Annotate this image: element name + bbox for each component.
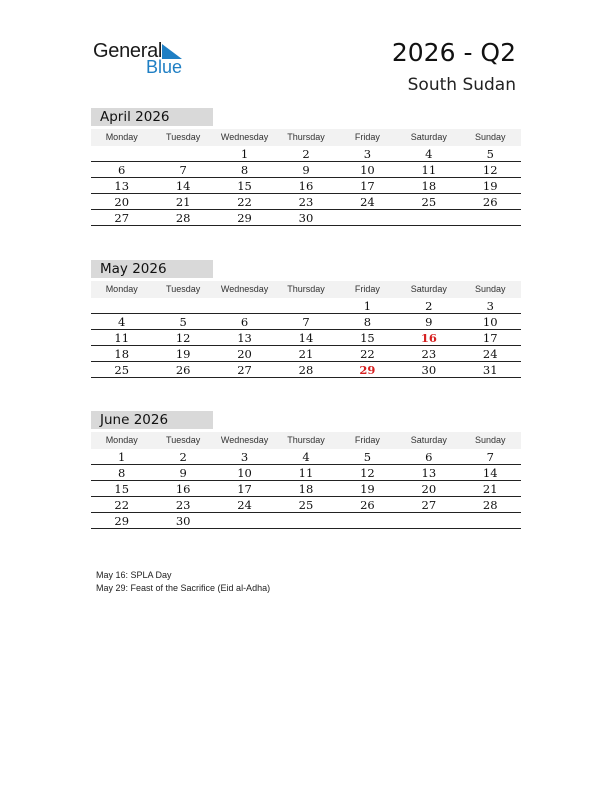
day-cell: 21 [298, 347, 314, 361]
day-cell: 22 [360, 347, 375, 361]
day-cell: 29 [237, 211, 252, 225]
day-cell [275, 513, 336, 528]
day-cell: 3 [486, 299, 494, 313]
day-cell: 1 [118, 450, 126, 464]
week-row [91, 497, 521, 513]
weekday-header-row [91, 281, 521, 298]
day-cell: 28 [482, 498, 498, 512]
day-cell: 9 [302, 163, 310, 177]
day-cell: 11 [298, 466, 314, 480]
day-cell: 11 [114, 331, 130, 345]
weekday-label: Tuesday [166, 132, 201, 142]
day-cell: 1 [363, 299, 372, 313]
week-row [91, 346, 521, 362]
month-title: April 2026 [91, 108, 213, 126]
day-cell: 21 [175, 195, 191, 209]
holiday-day-cell: 16 [420, 331, 437, 345]
day-cell [337, 513, 398, 528]
day-cell: 27 [237, 363, 252, 377]
day-cell: 17 [360, 179, 375, 193]
holiday-note: May 16: SPLA Day [96, 570, 172, 580]
day-cell: 14 [175, 179, 191, 193]
week-row [91, 449, 521, 465]
week-row [91, 314, 521, 330]
day-cell: 24 [482, 347, 498, 361]
week-row [91, 362, 521, 378]
day-cell: 14 [482, 466, 498, 480]
day-cell: 2 [302, 147, 310, 161]
day-cell: 26 [175, 363, 191, 377]
weekday-label: Wednesday [220, 284, 269, 294]
week-row [91, 194, 521, 210]
weekday-label: Thursday [287, 132, 325, 142]
day-cell: 19 [482, 179, 498, 193]
day-cell: 17 [482, 331, 498, 345]
weekday-label: Sunday [474, 435, 506, 445]
weekday-label: Friday [354, 435, 380, 445]
day-cell: 28 [175, 211, 191, 225]
day-cell: 5 [363, 450, 372, 464]
day-cell: 13 [421, 466, 437, 480]
day-cell [91, 146, 152, 161]
day-cell: 30 [175, 514, 191, 528]
day-cell: 23 [421, 347, 437, 361]
day-cell: 24 [360, 195, 375, 209]
day-cell: 18 [298, 482, 314, 496]
day-cell: 12 [482, 163, 498, 177]
weekday-label: Thursday [287, 435, 325, 445]
day-cell [152, 298, 213, 313]
day-cell: 1 [240, 147, 249, 161]
day-cell [337, 210, 398, 225]
day-cell: 22 [237, 195, 252, 209]
day-cell: 4 [118, 315, 126, 329]
day-cell: 8 [363, 315, 372, 329]
weekday-label: Tuesday [166, 284, 201, 294]
day-cell: 8 [118, 466, 126, 480]
day-cell: 20 [421, 482, 437, 496]
day-cell: 16 [175, 482, 191, 496]
week-row [91, 210, 521, 226]
weekday-label: Sunday [474, 284, 506, 294]
day-cell [460, 210, 521, 225]
week-row [91, 178, 521, 194]
day-cell: 22 [114, 498, 130, 512]
day-cell: 25 [114, 363, 130, 377]
day-cell: 6 [240, 315, 249, 329]
day-cell: 18 [114, 347, 130, 361]
holiday-notes [96, 569, 270, 595]
week-row [91, 513, 521, 529]
generalblue-logo [93, 40, 203, 80]
day-cell [214, 298, 275, 313]
holiday-day-cell: 29 [359, 363, 376, 377]
day-cell: 5 [486, 147, 494, 161]
day-cell: 15 [114, 482, 130, 496]
day-cell: 25 [421, 195, 437, 209]
day-cell: 23 [298, 195, 314, 209]
day-cell: 13 [237, 331, 252, 345]
weekday-label: Saturday [410, 132, 447, 142]
day-cell: 7 [179, 163, 187, 177]
weekday-label: Wednesday [220, 435, 269, 445]
weekday-label: Wednesday [220, 132, 269, 142]
day-cell [275, 298, 336, 313]
day-cell: 10 [237, 466, 252, 480]
day-cell: 16 [298, 179, 314, 193]
day-cell: 29 [114, 514, 130, 528]
weekday-label: Monday [105, 435, 138, 445]
day-cell: 26 [360, 498, 375, 512]
week-row [91, 146, 521, 162]
day-cell: 19 [360, 482, 375, 496]
day-cell: 7 [302, 315, 310, 329]
month-title: June 2026 [91, 411, 213, 429]
day-cell: 30 [298, 211, 314, 225]
weekday-label: Tuesday [166, 435, 201, 445]
holiday-note: May 29: Feast of the Sacrifice (Eid al-Adha) [96, 583, 271, 593]
weekday-label: Friday [354, 284, 380, 294]
day-cell: 8 [240, 163, 249, 177]
day-cell: 12 [175, 331, 191, 345]
day-cell: 17 [237, 482, 252, 496]
day-cell: 9 [425, 315, 433, 329]
day-cell: 27 [114, 211, 130, 225]
weekday-label: Saturday [410, 284, 447, 294]
day-cell: 20 [237, 347, 252, 361]
month-may [91, 260, 521, 378]
logo-blue-text: Blue [146, 57, 183, 77]
week-row [91, 162, 521, 178]
day-cell: 28 [298, 363, 314, 377]
week-row [91, 298, 521, 314]
day-cell: 31 [482, 363, 498, 377]
month-june [91, 411, 521, 529]
day-cell: 19 [175, 347, 191, 361]
weekday-header-row [91, 432, 521, 449]
country-name: South Sudan [407, 75, 516, 95]
week-row [91, 330, 521, 346]
day-cell: 4 [425, 147, 433, 161]
day-cell: 15 [237, 179, 252, 193]
day-cell [460, 513, 521, 528]
weekday-header-row [91, 129, 521, 146]
day-cell: 15 [360, 331, 375, 345]
day-cell: 18 [421, 179, 437, 193]
day-cell: 7 [486, 450, 494, 464]
day-cell: 25 [298, 498, 314, 512]
day-cell: 26 [482, 195, 498, 209]
day-cell: 13 [114, 179, 130, 193]
day-cell [398, 513, 459, 528]
day-cell: 6 [425, 450, 433, 464]
day-cell: 5 [179, 315, 187, 329]
weekday-label: Saturday [410, 435, 447, 445]
day-cell: 10 [482, 315, 498, 329]
day-cell [91, 298, 152, 313]
day-cell: 10 [360, 163, 375, 177]
day-cell: 12 [360, 466, 375, 480]
weekday-label: Thursday [287, 284, 325, 294]
day-cell: 14 [298, 331, 314, 345]
day-cell: 24 [237, 498, 252, 512]
day-cell [152, 146, 213, 161]
weekday-label: Monday [105, 284, 138, 294]
day-cell [214, 513, 275, 528]
weekday-label: Monday [105, 132, 138, 142]
week-row [91, 465, 521, 481]
page-title: 2026 - Q2 [391, 38, 516, 67]
week-row [91, 481, 521, 497]
day-cell: 3 [363, 147, 372, 161]
day-cell: 6 [118, 163, 126, 177]
day-cell: 30 [421, 363, 437, 377]
day-cell: 21 [482, 482, 498, 496]
day-cell: 23 [175, 498, 191, 512]
logo-general-text: General [93, 40, 163, 62]
month-title: May 2026 [91, 260, 213, 278]
day-cell [398, 210, 459, 225]
day-cell: 3 [240, 450, 249, 464]
month-april [91, 108, 521, 226]
weekday-label: Sunday [474, 132, 506, 142]
day-cell: 9 [179, 466, 187, 480]
day-cell: 4 [302, 450, 310, 464]
day-cell: 20 [114, 195, 130, 209]
day-cell: 2 [179, 450, 187, 464]
day-cell: 27 [421, 498, 437, 512]
day-cell: 2 [425, 299, 433, 313]
weekday-label: Friday [354, 132, 380, 142]
day-cell: 11 [421, 163, 437, 177]
